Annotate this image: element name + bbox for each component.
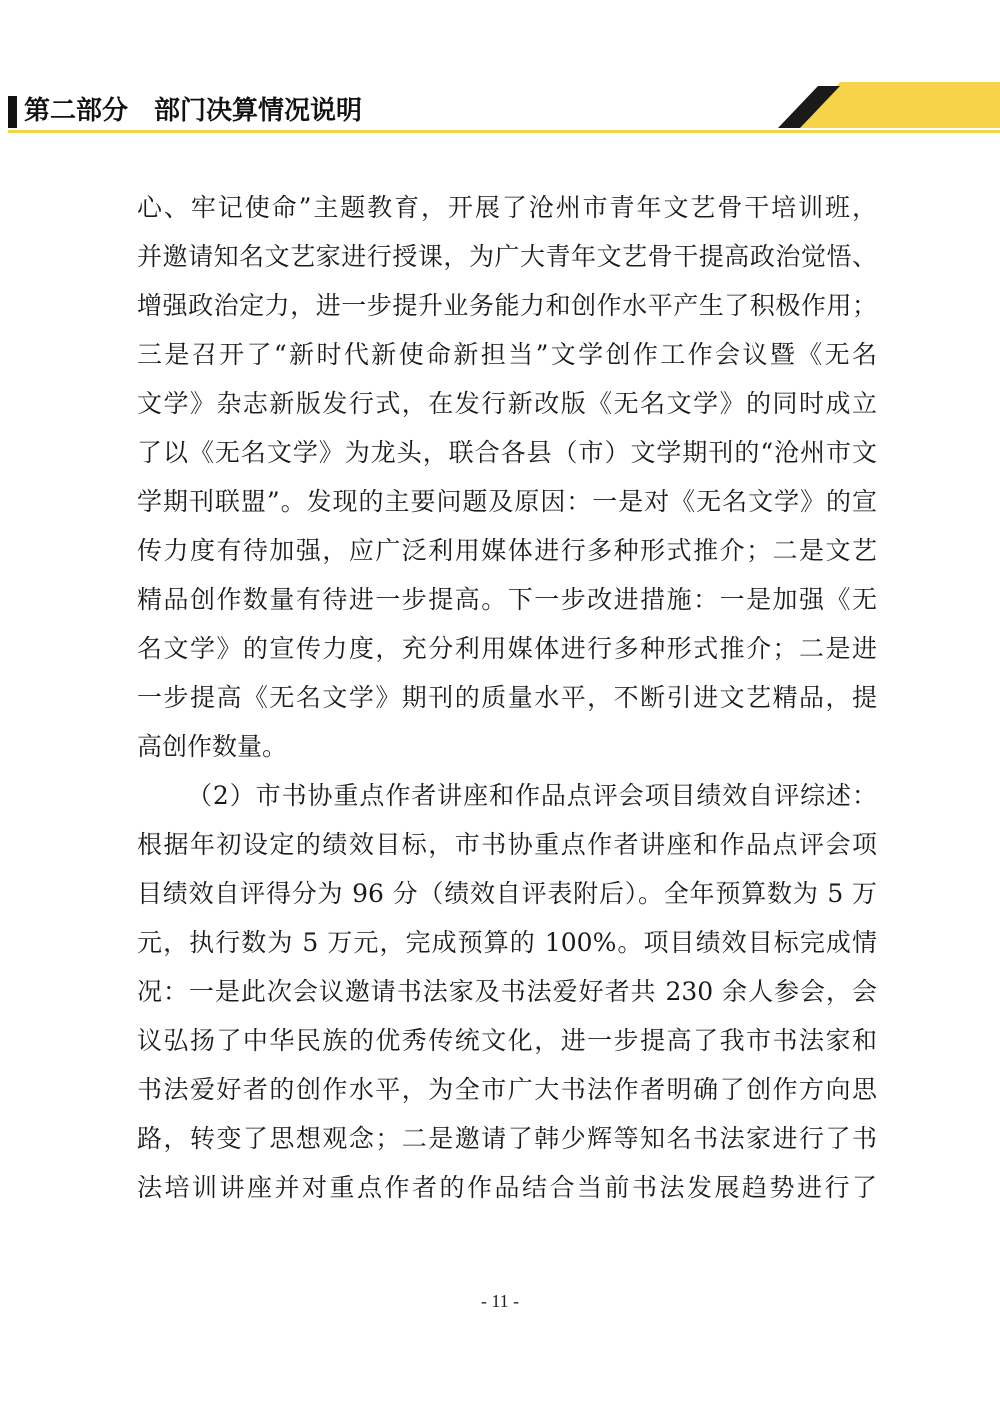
text-line: 文学》杂志新版发行式，在发行新改版《无名文学》的同时成立 — [137, 389, 877, 418]
text-line: 元，执行数为 5 万元，完成预算的 100%。项目绩效目标完成情 — [137, 928, 877, 957]
text-line: 三是召开了“新时代新使命新担当”文学创作工作会议暨《无名 — [137, 340, 877, 369]
text-line: 了以《无名文学》为龙头，联合各县（市）文学期刊的“沧州市文 — [137, 438, 877, 467]
text-line: 心、牢记使命”主题教育，开展了沧州市青年文艺骨干培训班， — [137, 193, 877, 222]
text-line: 目绩效自评得分为 96 分（绩效自评表附后）。全年预算数为 5 万 — [137, 879, 877, 908]
section-title: 第二部分 部门决算情况说明 — [24, 96, 363, 126]
text-line: 传力度有待加强，应广泛利用媒体进行多种形式推介；二是文艺 — [137, 536, 877, 565]
body-text — [137, 183, 877, 1212]
header-underline — [8, 130, 1000, 133]
text-line: 并邀请知名文艺家进行授课，为广大青年文艺骨干提高政治觉悟、 — [137, 242, 877, 271]
header-decoration — [770, 82, 1000, 134]
text-line: 增强政治定力，进一步提升业务能力和创作水平产生了积极作用； — [137, 291, 877, 320]
text-line: 学期刊联盟”。发现的主要问题及原因：一是对《无名文学》的宣 — [137, 487, 877, 516]
text-line: 根据年初设定的绩效目标，市书协重点作者讲座和作品点评会项 — [137, 830, 877, 859]
page-number: - 11 - — [480, 1291, 520, 1311]
text-line: 书法爱好者的创作水平，为全市广大书法作者明确了创作方向思 — [137, 1075, 877, 1104]
header-marker-bar — [8, 96, 17, 128]
text-line: 精品创作数量有待进一步提高。下一步改进措施：一是加强《无 — [137, 585, 877, 614]
text-line: 法培训讲座并对重点作者的作品结合当前书法发展趋势进行了 — [137, 1173, 877, 1202]
text-line: 高创作数量。 — [137, 732, 288, 761]
text-line: 名文学》的宣传力度，充分利用媒体进行多种形式推介；二是进 — [137, 634, 877, 663]
text-line: （2）市书协重点作者讲座和作品点评会项目绩效自评综述： — [187, 781, 877, 810]
text-line: 况：一是此次会议邀请书法家及书法爱好者共 230 余人参会，会 — [137, 977, 877, 1006]
text-line: 一步提高《无名文学》期刊的质量水平，不断引进文艺精品，提 — [137, 683, 877, 712]
page-header — [0, 82, 1000, 136]
text-line: 路，转变了思想观念；二是邀请了韩少辉等知名书法家进行了书 — [137, 1124, 877, 1153]
text-line: 议弘扬了中华民族的优秀传统文化，进一步提高了我市书法家和 — [137, 1026, 877, 1055]
